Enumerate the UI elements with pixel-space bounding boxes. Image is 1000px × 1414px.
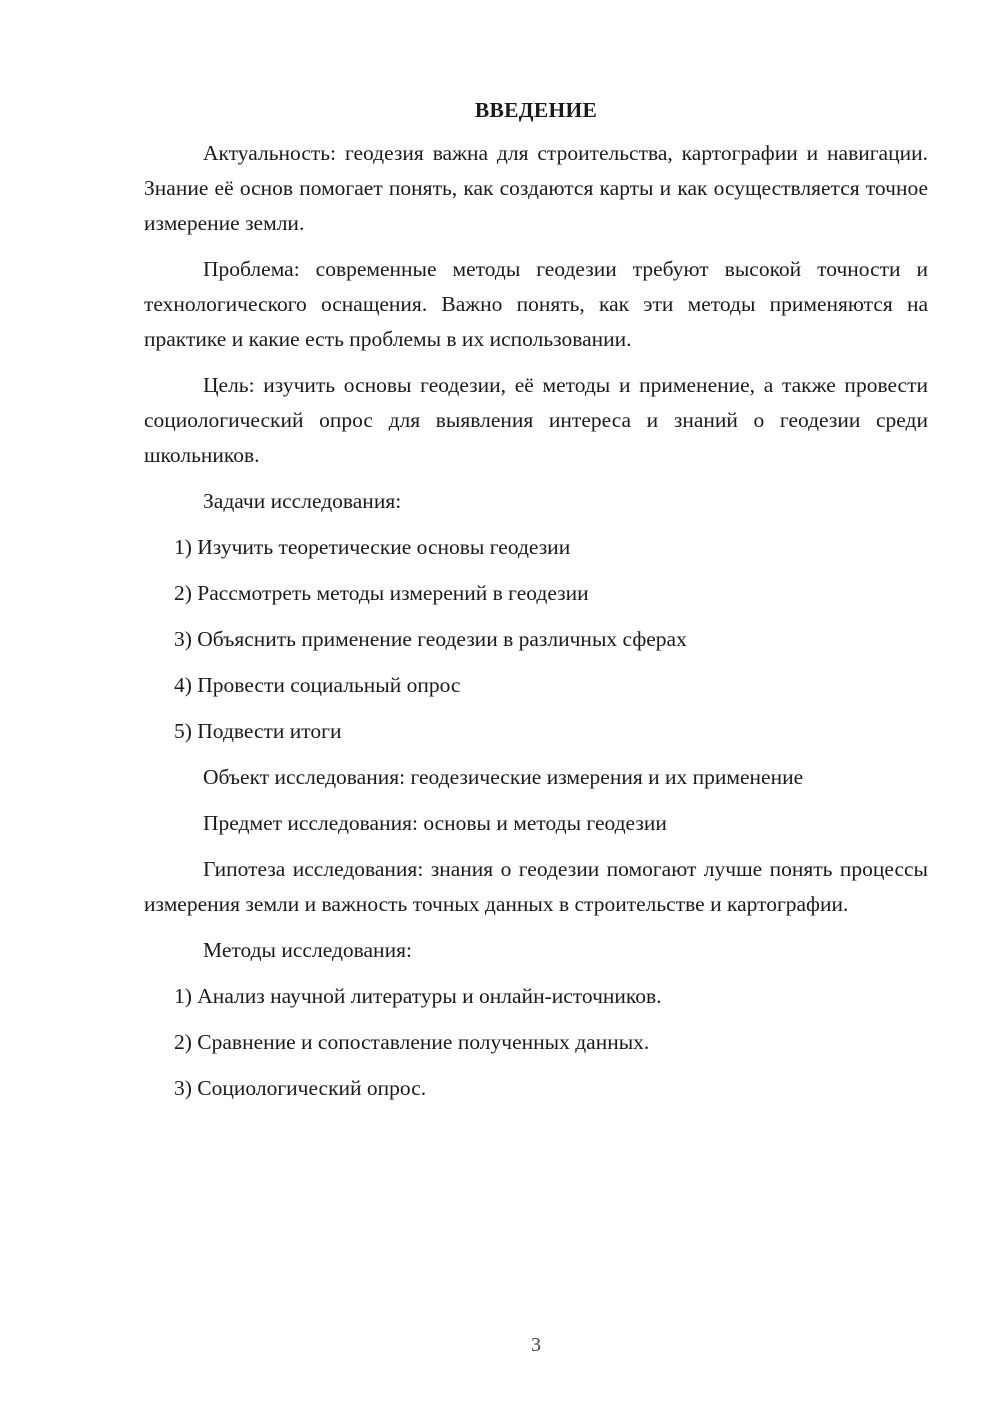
paragraph-goal: Цель: изучить основы геодезии, её методы и применение, а также провести социологический опрос для выявления интереса и знаний о геодезии среди школьников. — [144, 373, 928, 467]
list-item: 1) Изучить теоретические основы геодезии — [174, 535, 571, 559]
list-item: 4) Провести социальный опрос — [174, 673, 461, 697]
list-item: 3) Социологический опрос. — [174, 1076, 427, 1100]
list-item: 5) Подвести итоги — [174, 719, 342, 743]
paragraph-problem: Проблема: современные методы геодезии требуют высокой точности и технологического оснащения. Важно понять, как эти методы применяются на практике и какие есть проблемы в их использовании. — [144, 257, 928, 351]
page-title: ВВЕДЕНИЕ — [474, 98, 598, 122]
research-subject: Предмет исследования: основы и методы геодезии — [203, 811, 667, 835]
page-number: 3 — [531, 1334, 541, 1356]
methods-heading: Методы исследования: — [203, 938, 412, 962]
research-object: Объект исследования: геодезические измерения и их применение — [203, 765, 804, 789]
methods-list — [144, 979, 928, 1106]
paragraph-relevance: Актуальность: геодезия важна для строительства, картографии и навигации. Знание её основ помогает понять, как создаются карты и как осуществляется точное измерение земли. — [144, 141, 928, 235]
document-body — [144, 96, 928, 1117]
list-item: 2) Рассмотреть методы измерений в геодезии — [174, 581, 589, 605]
list-item: 1) Анализ научной литературы и онлайн-источников. — [174, 984, 662, 1008]
paragraph-hypothesis: Гипотеза исследования: знания о геодезии помогают лучше понять процессы измерения земли и важность точных данных в строительстве и картографии. — [144, 857, 928, 916]
tasks-list — [144, 530, 928, 749]
tasks-heading: Задачи исследования: — [203, 489, 402, 513]
list-item: 3) Объяснить применение геодезии в различных сферах — [174, 627, 687, 651]
list-item: 2) Сравнение и сопоставление полученных данных. — [174, 1030, 650, 1054]
